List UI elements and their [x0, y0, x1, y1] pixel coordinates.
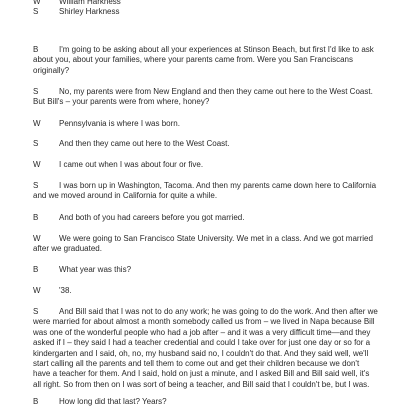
turn-speaker: B: [33, 265, 39, 274]
turn-speaker: S: [33, 181, 39, 190]
turn-speaker: B: [33, 213, 39, 222]
transcript-turn: [33, 307, 378, 390]
turn-speaker: W: [33, 286, 41, 295]
turn-speaker: B: [33, 397, 39, 406]
turn-text: And then they came out here to the West Coast.: [59, 139, 230, 148]
turn-text: And Bill said that I was not to do any work; he was going to do the work. And then after we were married for about almost a month somebody called us from – we lived in Napa because Bill was one of the wonderful people who had a job after – and it was a very difficult time—and they asked if I – they said I had a teacher credential and could I take over for just one day or so for a kindergarten and I said, oh, no, my husband said no, I couldn't do that. And they said well, we'll start calling all the parents and tell them to come out and get their children because we don't have a teacher for them. And I said, hold on just a minute, and I asked Bill and Bill said well, it's all right. So from then on I was sort of being a teacher, and Bill said that I couldn't be, but I was.: [33, 307, 378, 389]
transcript-turn: [33, 397, 378, 407]
transcript-turn: [33, 160, 378, 170]
turn-text: And both of you had careers before you got married.: [59, 213, 245, 222]
transcript-turn: [33, 45, 378, 76]
turn-text: I was born up in Washington, Tacoma. And then my parents came down here to California and we moved around in California for quite a while.: [33, 181, 377, 201]
transcript-turn: [33, 119, 378, 129]
transcript-turn: [33, 181, 378, 202]
turn-speaker: W: [33, 160, 41, 169]
turn-speaker: B: [33, 45, 39, 54]
turn-text: I came out when I was about four or five.: [59, 160, 204, 169]
speaker-name-william: William Harkness: [59, 0, 121, 6]
speaker-name-shirley: Shirley Harkness: [59, 7, 120, 16]
speaker-code-s: S: [33, 7, 39, 16]
turn-text: How long did that last? Years?: [59, 397, 167, 406]
turn-speaker: W: [33, 234, 41, 243]
turn-text: Pennsylvania is where I was born.: [59, 119, 180, 128]
turn-text: What year was this?: [59, 265, 132, 274]
turn-speaker: S: [33, 139, 39, 148]
transcript-turn: [33, 87, 378, 108]
transcript-turn: [33, 265, 378, 275]
turn-text: '38.: [59, 286, 72, 295]
transcript-turn: [33, 213, 378, 223]
transcript-turn: [33, 286, 378, 296]
speaker-code-w: W: [33, 0, 41, 6]
turn-speaker: W: [33, 119, 41, 128]
turn-text: I'm going to be asking about all your experiences at Stinson Beach, but first I'd like to ask about you, about your families, where your parents came from. Were you San Franciscans originally?: [33, 45, 374, 75]
turn-speaker: S: [33, 307, 39, 316]
transcript-turn: [33, 139, 378, 149]
turn-text: We were going to San Francisco State University. We met in a class. And we got married after we graduated.: [33, 234, 373, 254]
transcript-turn: [33, 234, 378, 255]
turn-text: No, my parents were from New England and then they came out here to the West Coast. But Bill's – your parents were from where, honey?: [33, 87, 373, 107]
turn-speaker: S: [33, 87, 39, 96]
